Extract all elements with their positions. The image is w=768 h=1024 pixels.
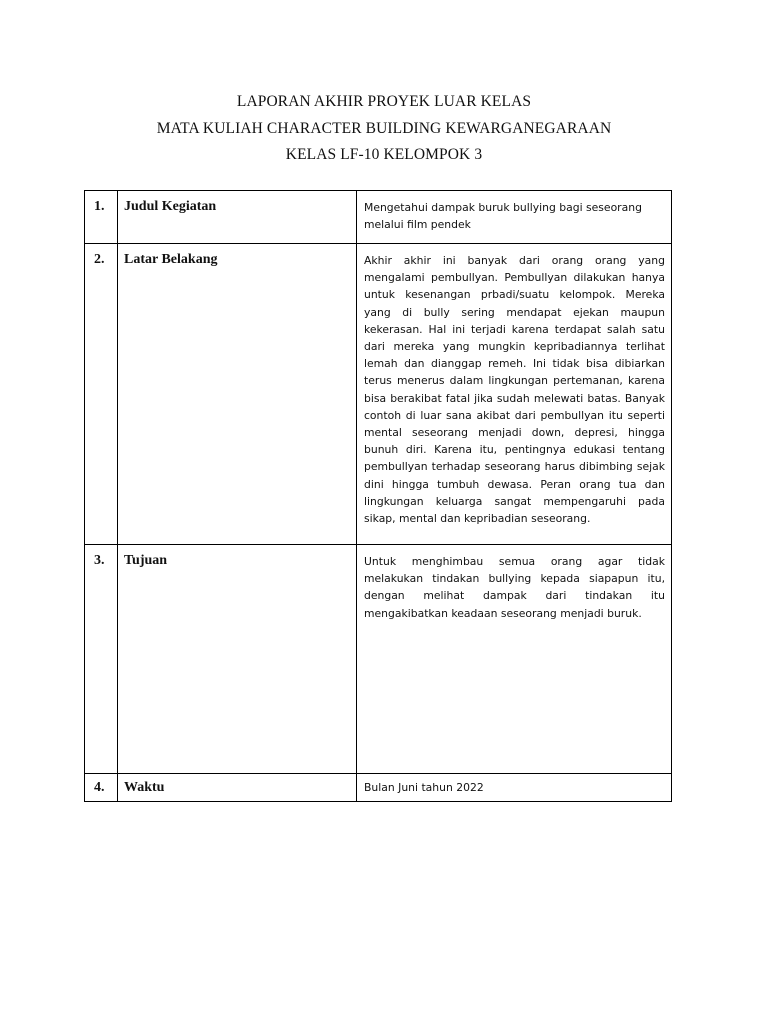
table-row [85, 191, 672, 244]
row-number-cell [85, 244, 118, 545]
row-label-waktu: Waktu [124, 780, 165, 795]
table-row [85, 774, 672, 802]
row-content-waktu: Bulan Juni tahun 2022 [364, 781, 484, 794]
row-content-judul-kegiatan: Mengetahui dampak buruk bullying bagi seseorang melalui film pendek [364, 201, 642, 232]
course-title: MATA KULIAH CHARACTER BUILDING KEWARGANEGARAAN [156, 120, 612, 137]
row-content-cell [357, 545, 672, 774]
row-label-cell [118, 244, 357, 545]
row-label-cell [118, 545, 357, 774]
row-content-cell [357, 191, 672, 244]
row-number: 3. [94, 553, 105, 568]
row-label-cell [118, 191, 357, 244]
row-number-cell [85, 774, 118, 802]
row-number: 4. [94, 780, 105, 795]
report-title: LAPORAN AKHIR PROYEK LUAR KELAS [236, 93, 532, 110]
class-group-title: KELAS LF-10 KELOMPOK 3 [285, 146, 483, 163]
row-content-tujuan: Untuk menghimbau semua orang agar tidak melakukan tindakan bullying kepada siapapun itu, dengan melihat dampak dari tindakan itu mengakibatkan keadaan seseorang menjadi buruk. [364, 555, 665, 620]
row-number-cell [85, 545, 118, 774]
row-label-latar-belakang: Latar Belakang [124, 252, 218, 267]
row-content-latar-belakang: Akhir akhir ini banyak dari orang orang yang mengalami pembullyan. Pembullyan dilakukan hanya untuk kesenangan prbadi/suatu kelompok. Mereka yang di bully sering mendapat ejekan maupun kekerasan. Hal ini terjadi karena terdapat salah satu dari mereka yang mungkin kepribadiannya terlihat lemah dan dianggap remeh. Ini tidak bisa dibiarkan terus menerus dalam lingkungan pertemanan, karena bisa berakibat fatal jika sudah melewati batas. Banyak contoh di luar sana akibat dari pembullyan itu seperti mental seseorang menjadi down, depresi, hingga bunuh diri. Karena itu, pentingnya edukasi tentang pembullyan terhadap seseorang harus dibimbing sejak dini hingga tumbuh dewasa. Peran orang tua dan lingkungan keluarga sangat mempengaruhi pada sikap, mental dan kepribadian seseorang. [364, 254, 665, 526]
row-label-judul-kegiatan: Judul Kegiatan [124, 199, 217, 214]
row-content-cell [357, 244, 672, 545]
row-label-cell [118, 774, 357, 802]
report-table [84, 190, 672, 802]
row-content-cell [357, 774, 672, 802]
table-row [85, 244, 672, 545]
row-number: 2. [94, 252, 105, 267]
row-number: 1. [94, 199, 105, 214]
row-label-tujuan: Tujuan [124, 553, 168, 568]
row-number-cell [85, 191, 118, 244]
table-row [85, 545, 672, 774]
